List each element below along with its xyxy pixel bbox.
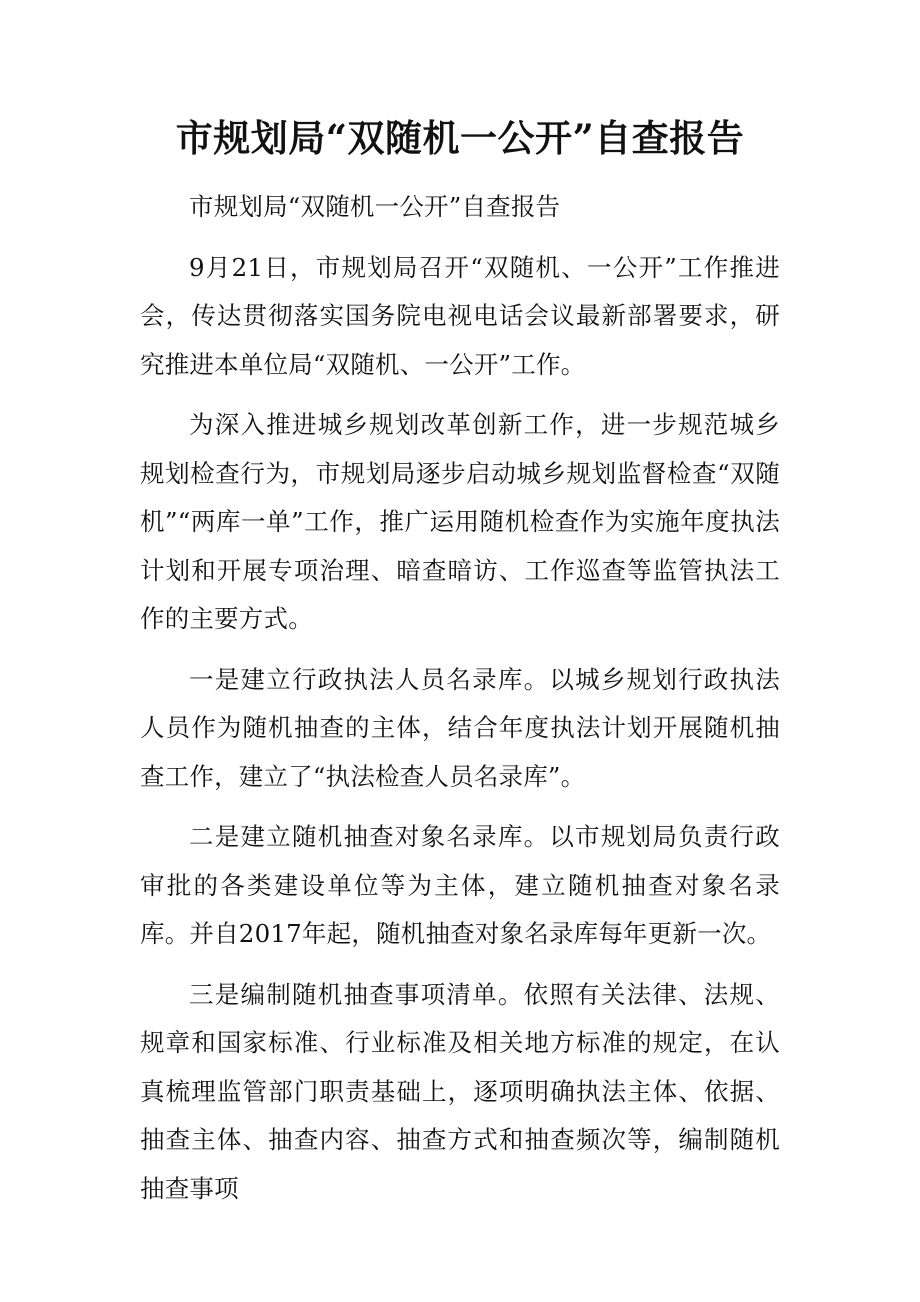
paragraph-object-library: 二是建立随机抽查对象名录库。以市规划局负责行政审批的各类建设单位等为主体，建立随机抽查对象名录库。并自2017年起，随机抽查对象名录库每年更新一次。 (140, 822, 780, 948)
document-title: 市规划局“双随机一公开”自查报告 (175, 116, 745, 160)
document-body (140, 183, 780, 1225)
paragraph-subtitle: 市规划局“双随机一公开”自查报告 (189, 192, 561, 221)
paragraph-meeting: 9月21日，市规划局召开“双随机、一公开”工作推进会，传达贯彻落实国务院电视电话会议最新部署要求，研究推进本单位局“双随机、一公开”工作。 (140, 252, 780, 379)
paragraph-personnel-library: 一是建立行政执法人员名录库。以城乡规划行政执法人员作为随机抽查的主体，结合年度执法计划开展随机抽查工作，建立了“执法检查人员名录库”。 (140, 664, 780, 791)
paragraph-checklist: 三是编制随机抽查事项清单。依照有关法律、法规、规章和国家标准、行业标准及相关地方标准的规定，在认真梳理监管部门职责基础上，逐项明确执法主体、依据、抽查主体、抽查内容、抽查方式和抽查频次等，编制随机抽查事项 (140, 979, 780, 1203)
paragraph-reform: 为深入推进城乡规划改革创新工作，进一步规范城乡规划检查行为，市规划局逐步启动城乡规划监督检查“双随机”“两库一单”工作，推广运用随机检查作为实施年度执法计划和开展专项治理、暗查暗访、工作巡查等监管执法工作的主要方式。 (140, 410, 780, 633)
